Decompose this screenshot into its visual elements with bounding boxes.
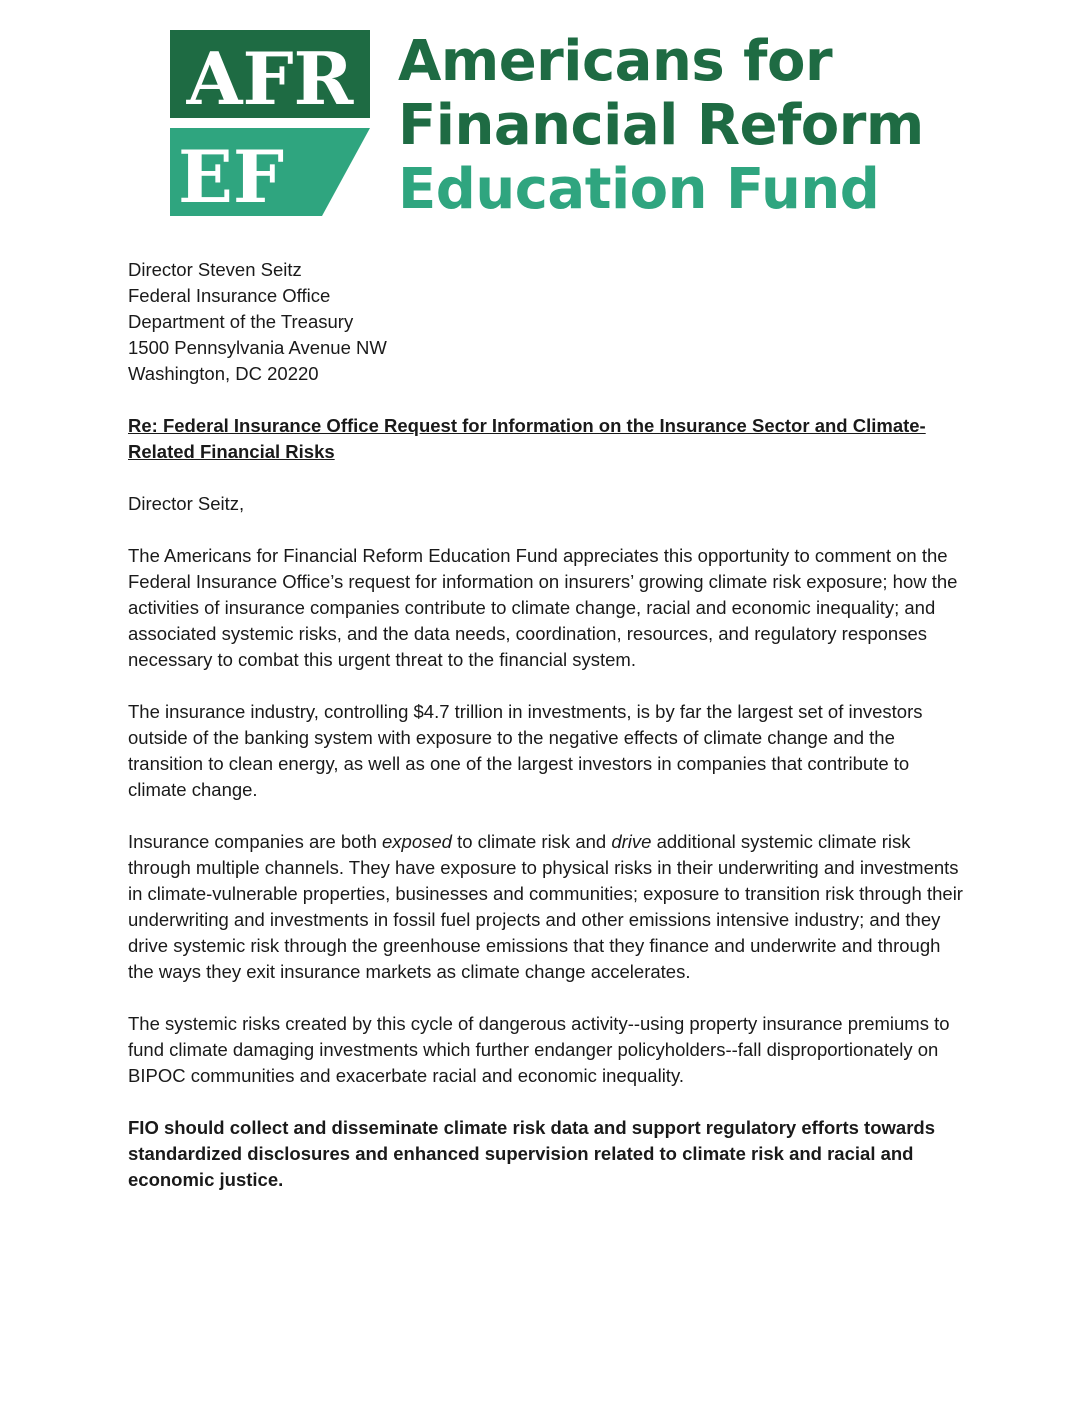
paragraph: The systemic risks created by this cycle of dangerous activity--using property insurance premiums to fund climate damaging investments which further endanger policyholders--fall disproportionately on BIPOC communities and exacerbate racial and economic inequality. (128, 1013, 950, 1086)
subject-line: Re: Federal Insurance Office Request for Information on the Insurance Sector and Climate-Related Financial Risks (128, 415, 926, 462)
logo-wordmark (398, 30, 924, 222)
address-line: Department of the Treasury (128, 311, 354, 332)
letter-body (128, 257, 968, 1219)
address-line: 1500 Pennsylvania Avenue NW (128, 337, 387, 358)
salutation: Director Seitz, (128, 493, 245, 514)
emphasis-text: exposed (382, 831, 452, 852)
afref-logo-mark (170, 30, 370, 216)
logo-line-2: Financial Reform (398, 93, 924, 158)
address-line: Director Steven Seitz (128, 259, 302, 280)
logo-mark-bottom: EF (178, 134, 284, 216)
address-line: Washington, DC 20220 (128, 363, 319, 384)
paragraph-text: to climate risk and (451, 831, 612, 852)
logo-line-1: Americans for (398, 29, 833, 94)
paragraph (128, 829, 968, 985)
key-recommendation: FIO should collect and disseminate climate risk data and support regulatory efforts towards standardized disclosures and enhanced supervision related to climate risk and racial and economic justice. (128, 1117, 935, 1190)
logo-mark-top: AFR (186, 36, 354, 121)
address-line: Federal Insurance Office (128, 285, 331, 306)
logo-line-3: Education Fund (398, 157, 880, 222)
afref-logo (170, 29, 924, 222)
paragraph: The Americans for Financial Reform Education Fund appreciates this opportunity to comment on the Federal Insurance Office’s request for information on insurers’ growing climate risk exposure; how the activities of insurance companies contribute to climate change, racial and economic inequality; and associated systemic risks, and the data needs, coordination, resources, and regulatory responses necessary to combat this urgent threat to the financial system. (128, 545, 958, 670)
recipient-address (128, 257, 968, 387)
paragraph-text: Insurance companies are both (128, 831, 383, 852)
paragraph-text: additional systemic climate risk through multiple channels. They have exposure to physical risks in their underwriting and investments in climate-vulnerable properties, businesses and communities; exposure to transition risk through their underwriting and investments in fossil fuel projects and other emissions intensive industry; and they drive systemic risk through the greenhouse emissions that they finance and underwrite and through the ways they exit insurance markets as climate change accelerates. (128, 831, 963, 982)
paragraph: The insurance industry, controlling $4.7 trillion in investments, is by far the largest set of investors outside of the banking system with exposure to the negative effects of climate change and the transition to clean energy, as well as one of the largest investors in companies that contribute to climate change. (128, 701, 923, 800)
emphasis-text: drive (611, 831, 652, 852)
